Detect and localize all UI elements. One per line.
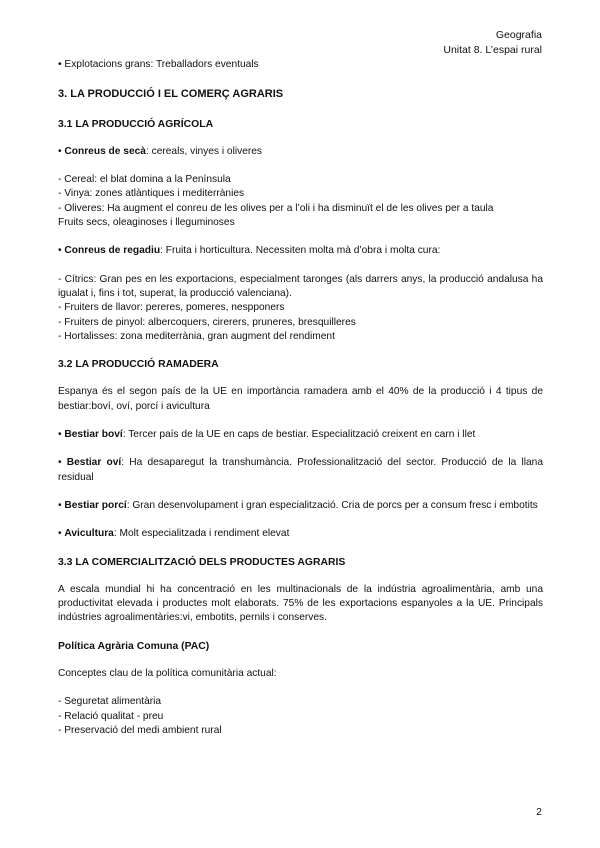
term-avicultura: Avicultura <box>64 528 114 540</box>
list-item: - Cítrics: Gran pes en les exportacions, especialment taronges (als darrers anys, la producció andalusa ha igualat i, fins i tot, superat, la producció valenciana). <box>58 273 543 299</box>
paragraph-ramadera: Espanya és el segon país de la UE en importància ramadera amb el 40% de la producció i 4 tipus de bestiar:boví, oví, porcí i avicultura <box>58 386 543 412</box>
term-regadiu: Conreus de regadiu <box>64 245 161 257</box>
text-porci: : Gran desenvolupament i gran especialització. Cria de porcs per a consum fresc i embotits <box>126 499 538 511</box>
page-header <box>443 28 542 57</box>
bullet-bovi: • Bestiar boví: Tercer país de la UE en caps de bestiar. Especialització creixent en carn i llet <box>58 429 476 441</box>
bullet-avicultura: • Avicultura: Molt especialitzada i rendiment elevat <box>58 528 290 540</box>
text-ovi: : Ha desaparegut la transhumància. Professionalització del sector. Producció de la llana residual <box>58 457 543 483</box>
bullet-mark: • <box>58 145 65 157</box>
list-item: - Fruiters de pinyol: albercoquers, cirerers, pruneres, bresquilleres <box>58 316 356 328</box>
section-heading-3: 3. LA PRODUCCIÓ I EL COMERÇ AGRARIS <box>58 88 284 101</box>
list-item: - Vinya: zones atlàntiques i mediterrànies <box>58 188 245 200</box>
list-item: - Fruiters de llavor: pereres, pomeres, nespроners <box>58 302 285 314</box>
list-item: - Hortalisses: zona mediterrània, gran augment del rendiment <box>58 330 335 342</box>
subsection-heading-3-2: 3.2 LA PRODUCCIÓ RAMADERA <box>58 359 219 371</box>
text-secano: : cereals, vinyes i oliveres <box>145 145 263 157</box>
bullet-explotacions: • Explotacions grans: Treballadors eventuals <box>58 59 259 70</box>
list-item: - Seguretat alimentària <box>58 696 162 708</box>
bullet-regadiu <box>58 244 543 258</box>
header-subject: Geografia <box>495 29 542 41</box>
page-number: 2 <box>536 806 542 818</box>
text-bovi: : Tercer país de la UE en caps de bestiar. Especialització creixent en carn i llet <box>122 429 476 441</box>
list-item: - Cereal: el blat domina a la Península <box>58 174 231 186</box>
term-bovi: Bestiar boví <box>64 429 123 441</box>
pac-intro: Conceptes clau de la política comunitària actual: <box>58 668 277 680</box>
list-item: Fruits secs, oleaginoses i lleguminoses <box>58 217 235 229</box>
subsection-heading-3-3: 3.3 LA COMERCIALITZACIÓ DELS PRODUCTES AGRARIS <box>58 556 346 568</box>
text-avicultura: : Molt especialitzada i rendiment elevat <box>113 528 290 540</box>
bullet-porci: • Bestiar porcí: Gran desenvolupament i gran especialització. Cria de porcs per a consum fresc i embotits <box>58 499 538 511</box>
subsection-heading-3-1: 3.1 LA PRODUCCIÓ AGRÍCOLA <box>58 118 214 130</box>
bullet-ovi: • Bestiar oví: Ha desaparegut la transhumància. Professionalització del sector. Producció de la llana residual <box>58 457 543 483</box>
paragraph-comercialitzacio: A escala mundial hi ha concentració en les multinacionals de la indústria agroalimentària, amb una productivitat elevada i productes molt elaborats. 75% de les exportacions espanyoles a la UE. Principals indústries agroalimentàries:vi, embotits, pernils i conserves. <box>58 583 543 624</box>
bullet-secano <box>58 145 543 159</box>
term-porci: Bestiar porcí <box>64 499 127 511</box>
page-content <box>58 58 543 738</box>
pac-title: Política Agrària Comuna (PAC) <box>58 640 210 652</box>
header-unit: Unitat 8. L’espai rural <box>443 43 542 56</box>
list-item: - Preservació del medi ambient rural <box>58 724 222 736</box>
term-secano: Conreus de secà <box>64 145 146 157</box>
text-regadiu: : Fruita i horticultura. Necessiten molta mà d’obra i molta cura: <box>160 245 441 257</box>
term-ovi: Bestiar oví <box>66 457 122 469</box>
list-item: - Oliveres: Ha augment el conreu de les olives per a l’oli i ha disminuït el de les olives per a taula <box>58 202 494 214</box>
list-item: - Relació qualitat - preu <box>58 710 164 722</box>
bullet-mark: • <box>58 245 65 257</box>
